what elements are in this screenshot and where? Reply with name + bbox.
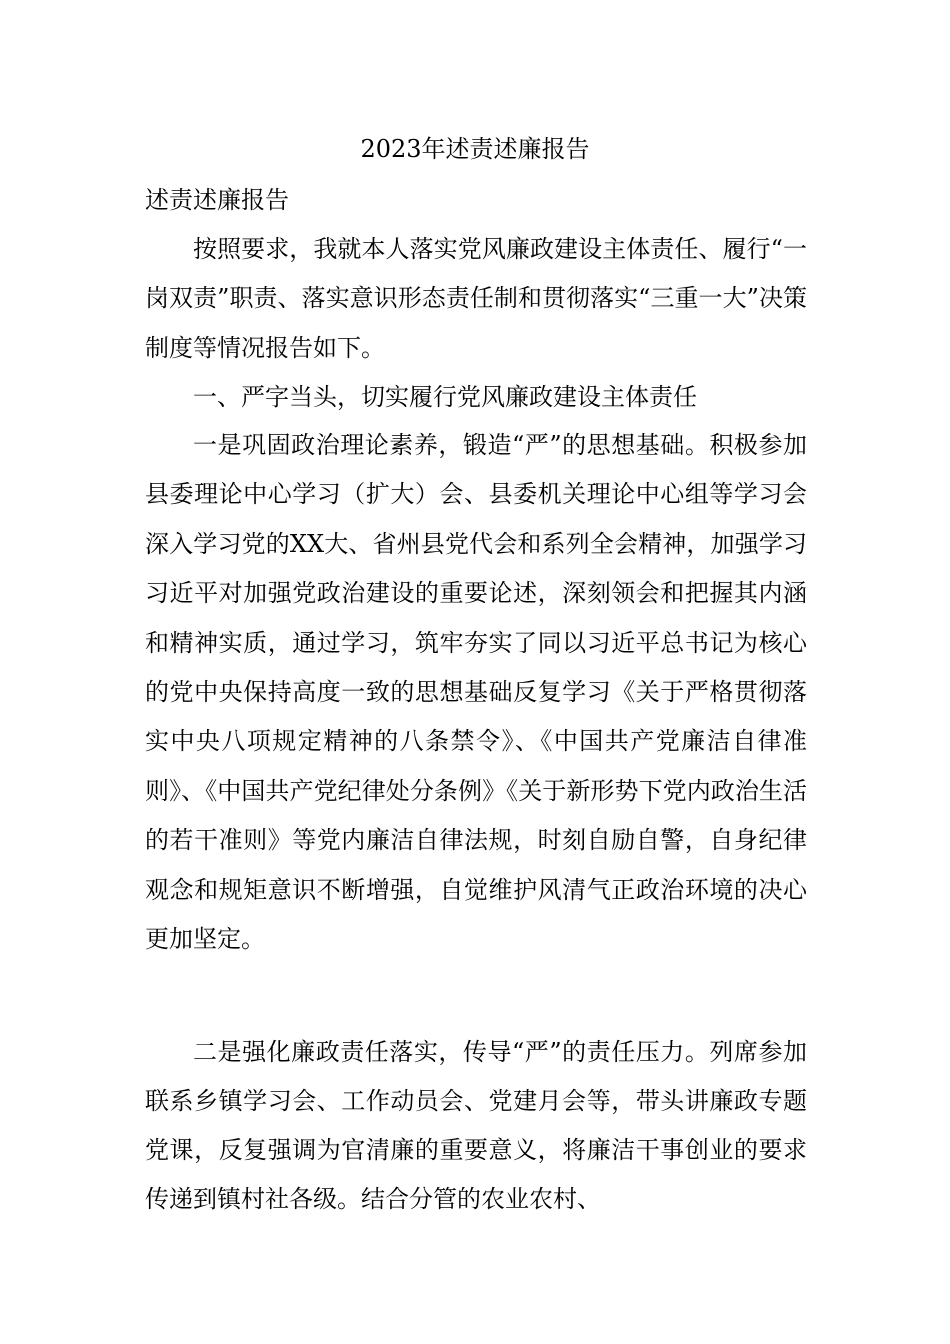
section-heading: 一、严字当头，切实履行党风廉政建设主体责任 bbox=[193, 383, 697, 411]
document-title: 2023年述责述廉报告 bbox=[360, 135, 590, 163]
document-subtitle: 述责述廉报告 bbox=[145, 186, 289, 214]
body-paragraph-1: 一是巩固政治理论素养，锻造“严”的思想基础。积极参加县委理论中心学习（扩大）会、县委机关理论中心组等学习会深入学习党的XX大、省州县党代会和系列全会精神，加强学习习近平对加强党政治建设的重要论述，深刻领会和把握其内涵和精神实质，通过学习，筑牢夯实了同以习近平总书记为核心的党中央保持高度一致的思想基础反复学习《关于严格贯彻落实中央八项规定精神的八条禁令》、《中国共产党廉洁自律准则》、《中国共产党纪律处分条例》《关于新形势下党内政治生活的若干准则》等党内廉洁自律法规，时刻自励自警，自身纪律观念和规矩意识不断增强，自觉维护风清气正政治环境的决心更加坚定。 bbox=[145, 431, 807, 954]
intro-paragraph: 按照要求，我就本人落实党风廉政建设主体责任、履行“一岗双责”职责、落实意识形态责任制和贯彻落实“三重一大”决策制度等情况报告如下。 bbox=[145, 235, 807, 362]
body-paragraph-2: 二是强化廉政责任落实，传导“严”的责任压力。列席参加联系乡镇学习会、工作动员会、党建月会等，带头讲廉政专题党课，反复强调为官清廉的重要意义，将廉洁干事创业的要求传递到镇村社各级。结合分管的农业农村、 bbox=[145, 1038, 807, 1213]
